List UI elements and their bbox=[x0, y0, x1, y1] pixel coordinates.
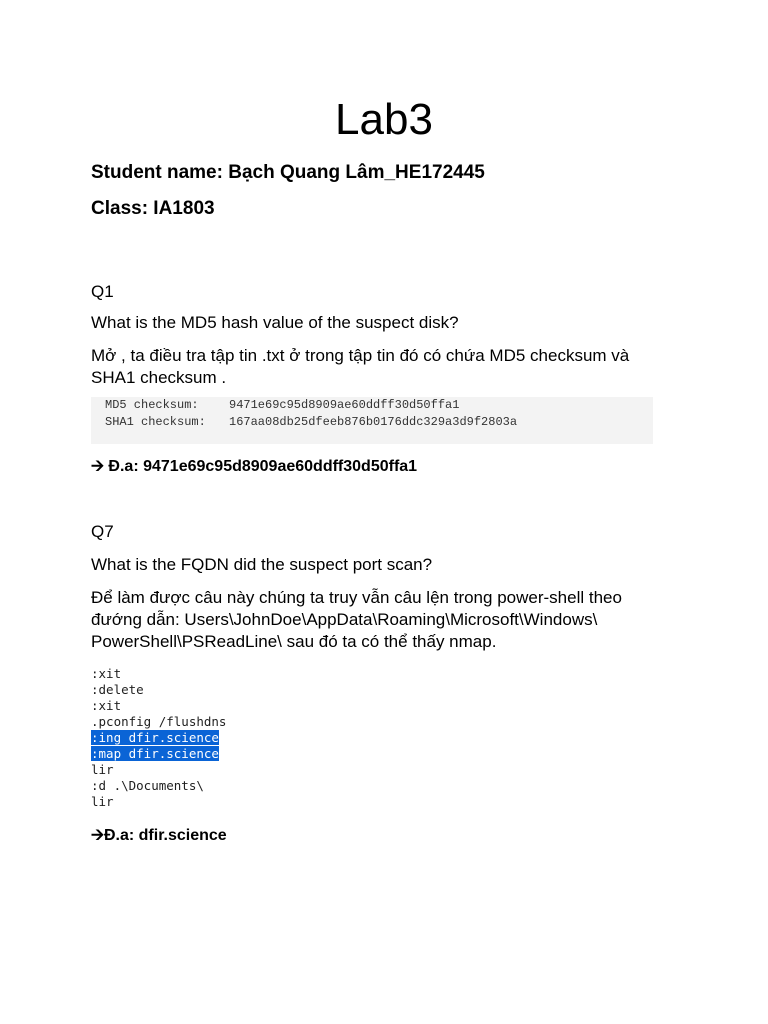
sha1-value: 167aa08db25dfeeb876b0176ddc329a3d9f2803a bbox=[229, 415, 518, 429]
history-line-selected: :map dfir.science bbox=[91, 746, 219, 761]
md5-label: MD5 checksum: bbox=[105, 398, 199, 412]
history-line: .pconfig /flushdns bbox=[91, 714, 227, 729]
q1-explanation: Mở , ta điều tra tập tin .txt ở trong tập tin đó có chứa MD5 checksum và SHA1 checksum . bbox=[91, 346, 630, 387]
document-title: Lab3 bbox=[335, 95, 433, 144]
history-line: :xit bbox=[91, 698, 122, 713]
q1-label: Q1 bbox=[91, 282, 114, 301]
q7-question: What is the FQDN did the suspect port scan? bbox=[91, 555, 433, 574]
q7-explanation: Để làm được câu này chúng ta truy vẫn câu lện trong power-shell theo đướng dẫn: Users\JohnDoe\AppData\Roaming\Microsoft\Windows\ PowerShell\PSReadLine\ sau đó ta có thể thấy nmap. bbox=[91, 588, 622, 651]
powershell-history-screenshot bbox=[91, 666, 261, 812]
q1-question: What is the MD5 hash value of the suspect disk? bbox=[91, 313, 459, 332]
history-line: :delete bbox=[91, 682, 144, 697]
q1-answer: 🡪 Đ.a: 9471e69c95d8909ae60ddff30d50ffa1 bbox=[91, 458, 418, 475]
md5-row bbox=[105, 398, 459, 412]
student-name: Student name: Bạch Quang Lâm_HE172445 bbox=[91, 162, 485, 183]
history-line: lir bbox=[91, 794, 114, 809]
class-name: Class: IA1803 bbox=[91, 198, 215, 219]
history-line: lir bbox=[91, 762, 114, 777]
hash-screenshot bbox=[91, 397, 653, 444]
sha1-label: SHA1 checksum: bbox=[105, 415, 206, 429]
history-line: :xit bbox=[91, 666, 122, 681]
md5-value: 9471e69c95d8909ae60ddff30d50ffa1 bbox=[229, 398, 460, 412]
q7-label: Q7 bbox=[91, 522, 114, 541]
history-line-selected: :ing dfir.science bbox=[91, 730, 219, 745]
q7-answer: 🡪Đ.a: dfir.science bbox=[91, 827, 227, 844]
sha1-row bbox=[105, 415, 517, 429]
history-line: :d .\Documents\ bbox=[91, 778, 204, 793]
